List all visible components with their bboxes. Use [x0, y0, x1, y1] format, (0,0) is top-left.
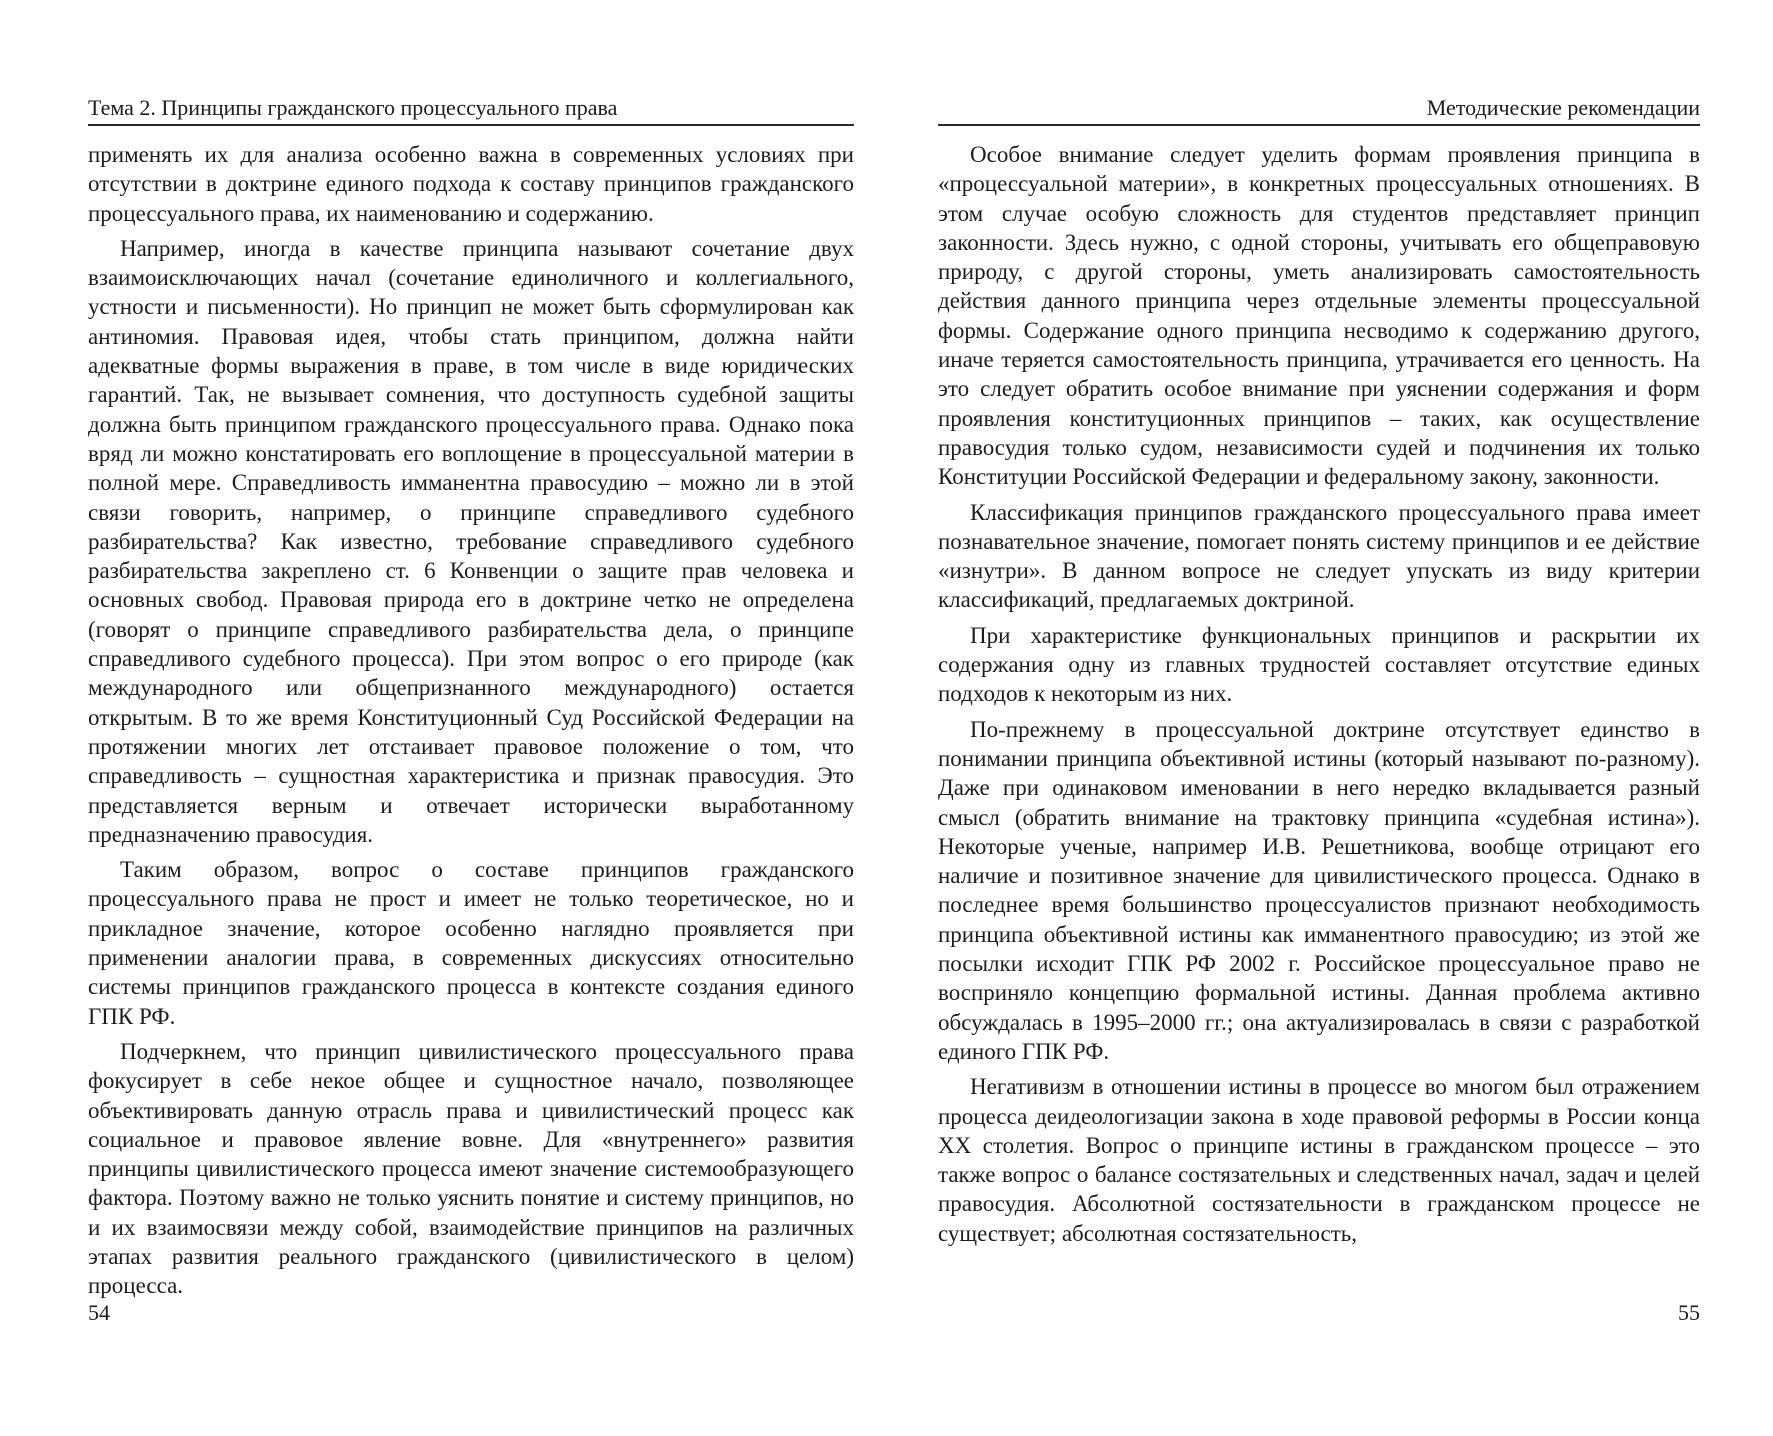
paragraph: Например, иногда в качестве принципа называют сочетание двух взаимоисключающих начал (сочетание единоличного и коллегиального, устности и письменности). Но принцип не может быть сформулирован как антиномия. Правовая идея, чтобы стать принципом, должна найти адекватные формы выражения в праве, в том числе в виде юридических гарантий. Так, не вызывает сомнения, что доступность судебной защиты должна быть принципом гражданского процессуального права. Однако пока вряд ли можно констатировать его воплощение в процессуальной материи в полной мере. Справедливость имманентна правосудию – можно ли в этой связи говорить, например, о принципе справедливого судебного разбирательства? Как известно, требование справедливого судебного разбирательства закреплено ст. 6 Конвенции о защите прав человека и основных свобод. Правовая природа его в доктрине четко не определена (говорят о принципе справедливого разбирательства дела, о принципе справедливого судебного процесса). При этом вопрос о его природе (как международного или общепризнанного международного) остается открытым. В то же время Конституционный Суд Российской Федерации на протяжении многих лет отстаивает правовое положение о том, что справедливость – сущностная характеристика и признак правосудия. Это представляется верным и отвечает исторически выработанному предназначению правосудия.	[88, 235, 854, 847]
page-number-right: 55	[1678, 1300, 1700, 1325]
paragraph: Негативизм в отношении истины в процессе во многом был отражением процесса деидеологизации закона в ходе правовой реформы в России конца XX столетия. Вопрос о принципе истины в гражданском процессе – это также вопрос о балансе состязательных и следственных начал, задач и целей правосудия. Абсолютной состязательности в гражданском процессе не существует; абсолютная состязательность,	[938, 1074, 1700, 1246]
paragraph: Таким образом, вопрос о составе принципов гражданского процессуального права не прост и имеет не только теоретическое, но и прикладное значение, которое особенно наглядно проявляется при применении аналогии права, в современных дискуссиях относительно системы принципов гражданского процесса в контексте создания единого ГПК РФ.	[88, 857, 854, 1029]
right-page	[938, 0, 1700, 1436]
header-rule-right	[938, 124, 1700, 126]
paragraph: Особое внимание следует уделить формам проявления принципа в «процессуальной материи», в конкретных процессуальных отношениях. В этом случае особую сложность для студентов представляет принцип законности. Здесь нужно, с одной стороны, учитывать его общеправовую природу, с другой стороны, уметь анализировать самостоятельность действия данного принципа через отдельные элементы процессуальной формы. Содержание одного принципа несводимо к содержанию другого, иначе теряется самостоятельность принципа, утрачивается его ценность. На это следует обратить особое внимание при уяснении содержания и форм проявления конституционных принципов – таких, как осуществление правосудия только судом, независимости судей и подчинения их только Конституции Российской Федерации и федеральному закону, законности.	[938, 142, 1700, 490]
header-rule-left	[88, 124, 854, 126]
left-page	[88, 0, 854, 1436]
paragraph: Подчеркнем, что принцип цивилистического процессуального права фокусирует в себе некое общее и сущностное начало, позволяющее объективировать данную отрасль права и цивилистический процесс как социальное и правовое явление вовне. Для «внутреннего» развития принципы цивилистического процесса имеют значение системообразующего фактора. Поэтому важно не только уяснить понятие и систему принципов, но и их взаимосвязи между собой, взаимодействие принципов на различных этапах развития реального гражданского (цивилистического в целом) процесса.	[88, 1038, 854, 1299]
paragraph: По-прежнему в процессуальной доктрине отсутствует единство в понимании принципа объективной истины (который называют по-разному). Даже при одинаковом именовании в него нередко вкладывается разный смысл (обратить внимание на трактовку принципа «судебная истина»). Некоторые ученые, например И.В. Решетникова, вообще отрицают его наличие и позитивное значение для цивилистического процесса. Однако в последнее время большинство процессуалистов признают необходимость принципа объективной истины как имманентного правосудию; из этой же посылки исходит ГПК РФ 2002 г. Российское процессуальное право не восприняло концепцию формальной истины. Данная проблема активно обсуждалась в 1995–2000 гг.; она актуализировалась в связи с разработкой единого ГПК РФ.	[938, 716, 1700, 1064]
paragraph: применять их для анализа особенно важна в современных условиях при отсутствии в доктрине единого подхода к составу принципов гражданского процессуального права, их наименованию и содержанию.	[88, 142, 854, 226]
page-number-left: 54	[88, 1300, 110, 1325]
running-head-left: Тема 2. Принципы гражданского процессуального права	[88, 95, 618, 120]
paragraph: При характеристике функциональных принципов и раскрытии их содержания одну из главных трудностей составляет отсутствие единых подходов к некоторым из них.	[938, 622, 1700, 707]
running-head-right: Методические рекомендации	[1426, 95, 1700, 120]
paragraph: Классификация принципов гражданского процессуального права имеет познавательное значение, помогает понять систему принципов и ее действие «изнутри». В данном вопросе не следует упускать из виду критерии классификаций, предлагаемых доктриной.	[938, 499, 1700, 613]
right-page-body	[938, 140, 1700, 1254]
left-page-body	[88, 140, 854, 1307]
